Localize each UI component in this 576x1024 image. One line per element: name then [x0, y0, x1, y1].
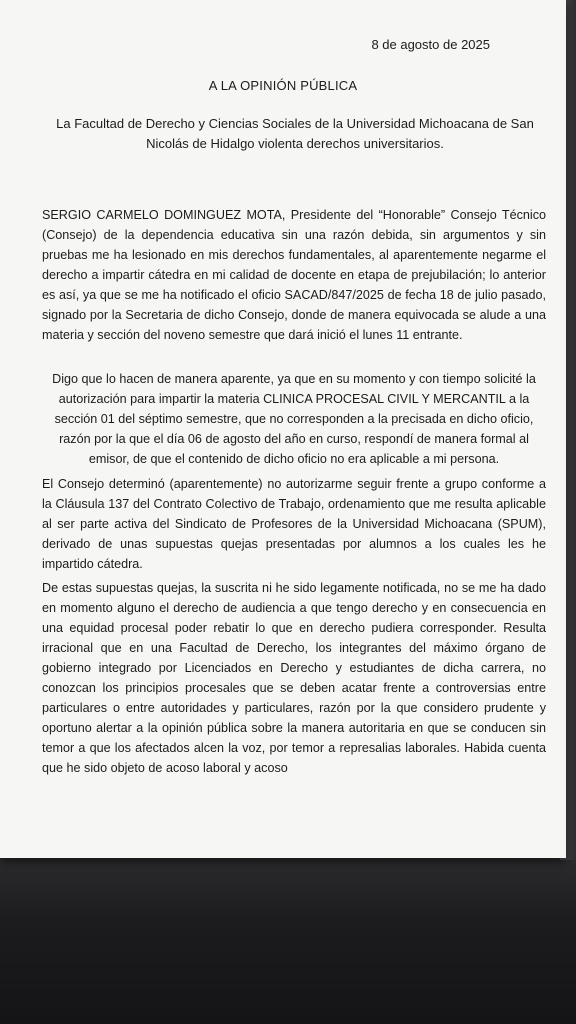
paragraph: Digo que lo hacen de manera aparente, ya que en su momento y con tiempo solicité la autorización para impartir la materia CLINICA PROCESAL CIVIL Y MERCANTIL a la sección 01 del séptimo semestre, que no corresponden a la precisada en dicho oficio, razón por la que el día 06 de agosto del año en curso, respondí de manera formal al emisor, de que el contenido de dicho oficio no era aplicable a mi persona. [52, 372, 536, 466]
paragraph: SERGIO CARMELO DOMINGUEZ MOTA, Presidente del “Honorable” Consejo Técnico (Consejo) de la dependencia educativa sin una razón debida, sin argumentos y sin pruebas me ha lesionado en mis derechos fundamentales, al aparentemente negarme el derecho a impartir cátedra en mi calidad de docente en etapa de prejubilación; lo anterior es así, ya que se me ha notificado el oficio SACAD/847/2025 de fecha 18 de julio pasado, signado por la Secretaria de dicho Consejo, donde de manera equivocada se alude a una materia y sección del noveno semestre que dará inició el lunes 11 entrante. [42, 208, 546, 342]
paragraph: El Consejo determinó (aparentemente) no autorizarme seguir frente a grupo conforme a la Cláusula 137 del Contrato Colectivo de Trabajo, ordenamiento que me resulta aplicable al ser parte activa del Sindicato de Profesores de la Universidad Michoacana (SPUM), derivado de unas supuestas quejas presentadas por alumnos a los cuales les he impartido cátedra. [42, 477, 546, 571]
paragraph: De estas supuestas quejas, la suscrita ni he sido legamente notificada, no se me ha dado en momento alguno el derecho de audiencia a que tengo derecho y en consecuencia en una equidad procesal poder rebatir lo que en derecho pudiera corresponder. Resulta irracional que en una Facultad de Derecho, los integrantes del máximo órgano de gobierno integrado por Licenciados en Derecho y estudiantes de dicha carrera, no conozcan los principios procesales que se deben acatar frente a controversias entre particulares o entre autoridades y particulares, razón por la que considero prudente y oportuno alertar a la opinión pública sobre la manera autoritaria en que se conducen sin temor a que los afectados alcen la voz, por temor a represalias laborales. Habida cuenta que he sido objeto de acoso laboral y acoso [42, 581, 546, 775]
background-surface [0, 850, 576, 1024]
document-title: A LA OPINIÓN PÚBLICA [208, 78, 358, 93]
document-date: 8 de agosto de 2025 [371, 37, 490, 52]
document-subtitle: La Facultad de Derecho y Ciencias Sociales de la Universidad Michoacana de San Nicolás de Hidalgo violenta derechos universitarios. [56, 116, 534, 151]
